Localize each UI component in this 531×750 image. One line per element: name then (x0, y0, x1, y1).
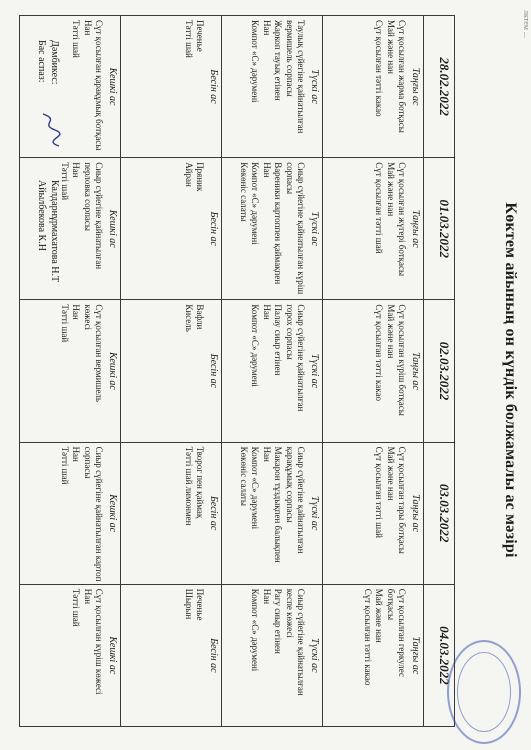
dish-item: вермишель сорпасы (285, 20, 295, 97)
dish-item: Вафли (195, 304, 206, 330)
meal-cell (323, 16, 424, 158)
meal-label: Таңғы ас (410, 636, 421, 675)
meal-cell (20, 584, 121, 726)
dish-item: Компот «С» дәрумені (250, 588, 261, 672)
meal-label: Бесін ас (208, 353, 219, 389)
meal-cell (20, 300, 121, 442)
meal-label: Түскі ас (309, 638, 320, 673)
meal-cell (121, 442, 222, 584)
dish-item: Сиыр сүйегіне қайнатылған күріш (296, 162, 307, 295)
dish-item: Тәтті шай (71, 20, 82, 58)
meal-label: Бесін ас (208, 638, 219, 673)
meal-label: Кешкі ас (107, 494, 118, 533)
meal-cell (222, 158, 323, 300)
dish-item: Сүт қосылған тары ботқасы (397, 446, 408, 554)
dish-item: Нан (71, 304, 82, 320)
dish-item: Творог пен қаймақ (195, 446, 206, 519)
dish-item: Компот «С» дәрумені (250, 20, 261, 103)
dish-item: Таулық сүйегіне қайнатылған (296, 20, 307, 134)
date-header: 01.03.2022 (424, 158, 455, 300)
dish-item: Тәтті шай (60, 162, 70, 201)
signature-names (35, 180, 61, 282)
dish-item: горох сорпасы (285, 304, 295, 360)
dish-item: Сүт қосылған тәтті шай (374, 162, 385, 254)
meal-row-breakfast (323, 16, 424, 727)
dish-item: Сиыр сүйегіне қайнатылған картоп (94, 446, 105, 582)
dish-item: Көкөніс салаты (239, 446, 249, 506)
dish-item: Сиыр сүйегіне қайнатылған (94, 162, 105, 270)
dish-item: Нан (262, 162, 272, 178)
dish-item: Нан (262, 588, 272, 605)
dish-item: қарақұмық сорпасы (285, 446, 295, 523)
dish-item: Палау сиыр етінен (273, 304, 284, 376)
meal-label: Бесін ас (208, 69, 219, 104)
handwritten-signature (35, 110, 65, 150)
dish-item: Май және нан (386, 162, 396, 217)
meal-cell (121, 158, 222, 300)
meal-cell (121, 300, 222, 442)
meal-label: Түскі ас (309, 353, 320, 389)
dish-item: кеспе көжесі (285, 588, 295, 638)
dish-item: Сүт қосылған қарақұмық ботқасы (94, 20, 105, 151)
meal-cell (323, 158, 424, 300)
dish-item: Айран (184, 162, 194, 187)
dish-item: Пряник (195, 162, 206, 192)
meal-label: Түскі ас (309, 211, 320, 246)
date-header: 03.03.2022 (424, 442, 455, 584)
meal-cell (222, 300, 323, 442)
dish-item: Компот «С» дәрумені (250, 162, 261, 245)
director-name: Айылбекова К.Н (36, 180, 47, 251)
date-row (424, 16, 455, 727)
dish-item: Тәтті шай (184, 20, 194, 58)
dish-item: Сиыр сүйегіне қайнатылған (296, 446, 307, 554)
dish-item: Кисель (184, 304, 194, 332)
dish-item: Нан (83, 20, 93, 36)
meal-cell (121, 16, 222, 158)
dish-item: Май және нан (386, 20, 396, 74)
meal-label: Таңғы ас (410, 67, 421, 106)
dish-item: Шырын (184, 588, 194, 620)
dish-item: Сүт қосылған тәтті какао (363, 588, 373, 686)
dish-item: Сүт қосылған вермишель (94, 304, 105, 403)
faint-header-text: лктем ... (522, 10, 531, 38)
dish-item: Тәтті шай (60, 446, 70, 485)
meal-label: Кешкі ас (107, 209, 118, 248)
dish-item: Нан (71, 446, 82, 462)
meal-label: Түскі ас (309, 69, 320, 104)
meal-label: Таңғы ас (410, 494, 421, 533)
dish-item: Тәтті шай лимонмен (184, 446, 194, 526)
dish-item: Сүт қосылған жүгері ботқасы (397, 162, 408, 277)
dish-item: перловка сорпасы (83, 162, 93, 231)
dish-item: Сүт қосылған тәтті шай (374, 446, 385, 538)
dish-item: Май және нан (386, 304, 396, 359)
dish-item: көжесі (83, 304, 93, 331)
meal-label: Бесін ас (208, 211, 219, 246)
meal-label: Таңғы ас (410, 209, 421, 248)
meal-row-lunch (222, 16, 323, 727)
dish-item: Сүт қосылған геркулес (397, 588, 408, 677)
dish-item: Жаркоп тауық етінен (273, 20, 284, 101)
dish-item: Тәтті шай (60, 304, 70, 343)
dish-item: Сүт қосылған күріш көжесі (94, 588, 105, 695)
meal-label: Кешкі ас (107, 636, 118, 675)
dish-item: Компот «С» дәрумені (250, 446, 261, 530)
dish-item: Сүт қосылған күріш ботқасы (397, 304, 408, 416)
director-label: Бас аспаз: (36, 40, 47, 83)
dish-item: Вареники картоппен қаймақпен (273, 162, 284, 285)
dish-item: Май және нан (374, 588, 385, 643)
stamp-seal (447, 640, 521, 744)
dish-item: Нан (262, 304, 272, 320)
dish-item: Нан (71, 162, 82, 178)
dish-item: Көкөніс салаты (239, 162, 249, 222)
nurse-name: Калдарнұрмахатова Н.Т (49, 180, 60, 283)
signature-labels (35, 40, 61, 85)
dish-item: Сүт қосылған жарма ботқасы (397, 20, 408, 133)
meal-cell (222, 16, 323, 158)
dish-item: сорпасы (285, 162, 295, 195)
dish-item: Нан (262, 20, 272, 36)
dish-item: Сиыр сүйегіне қайнатылған (296, 588, 307, 696)
meal-cell (222, 584, 323, 726)
dish-item: Печенье (195, 20, 206, 52)
dish-item: сорпасы (83, 446, 93, 479)
dish-item: Макарон тұздықпен балықпен (273, 446, 284, 563)
meal-label: Таңғы ас (410, 352, 421, 390)
meal-cell (323, 442, 424, 584)
dish-item: Нан (83, 588, 93, 605)
meal-cell (121, 584, 222, 726)
nurse-label: Дәмбикес: (49, 40, 60, 85)
page-title: Көктем айының он күндік болжамалы ас мәзірі (502, 202, 519, 558)
date-header: 02.03.2022 (424, 300, 455, 442)
meal-label: Түскі ас (309, 495, 320, 531)
dish-item: Печенье (195, 588, 206, 621)
dish-item: Сүт қосылған тәтті какао (374, 304, 385, 401)
dish-item: Сиыр сүйегіне қайнатылған (296, 304, 307, 412)
dish-item: ботқасы (386, 588, 396, 621)
meal-label: Кешкі ас (107, 67, 118, 106)
date-header: 28.02.2022 (424, 16, 455, 158)
dish-item: Тәтті шай (71, 588, 82, 627)
dish-item: Май және нан (386, 446, 396, 501)
meal-cell (323, 300, 424, 442)
dish-item: Нан (262, 446, 272, 462)
dish-item: Рагу сиыр етінен (273, 588, 284, 654)
date-header: 04.03.2022 (424, 584, 455, 726)
meal-cell (222, 442, 323, 584)
meal-row-snack (121, 16, 222, 727)
dish-item: Компот «С» дәрумені (250, 304, 261, 387)
meal-cell (20, 442, 121, 584)
meal-label: Кешкі ас (107, 352, 118, 390)
meal-label: Бесін ас (208, 495, 219, 531)
dish-item: Сүт қосылған тәтті какао (374, 20, 385, 117)
meal-cell (323, 584, 424, 726)
menu-table (19, 15, 455, 727)
